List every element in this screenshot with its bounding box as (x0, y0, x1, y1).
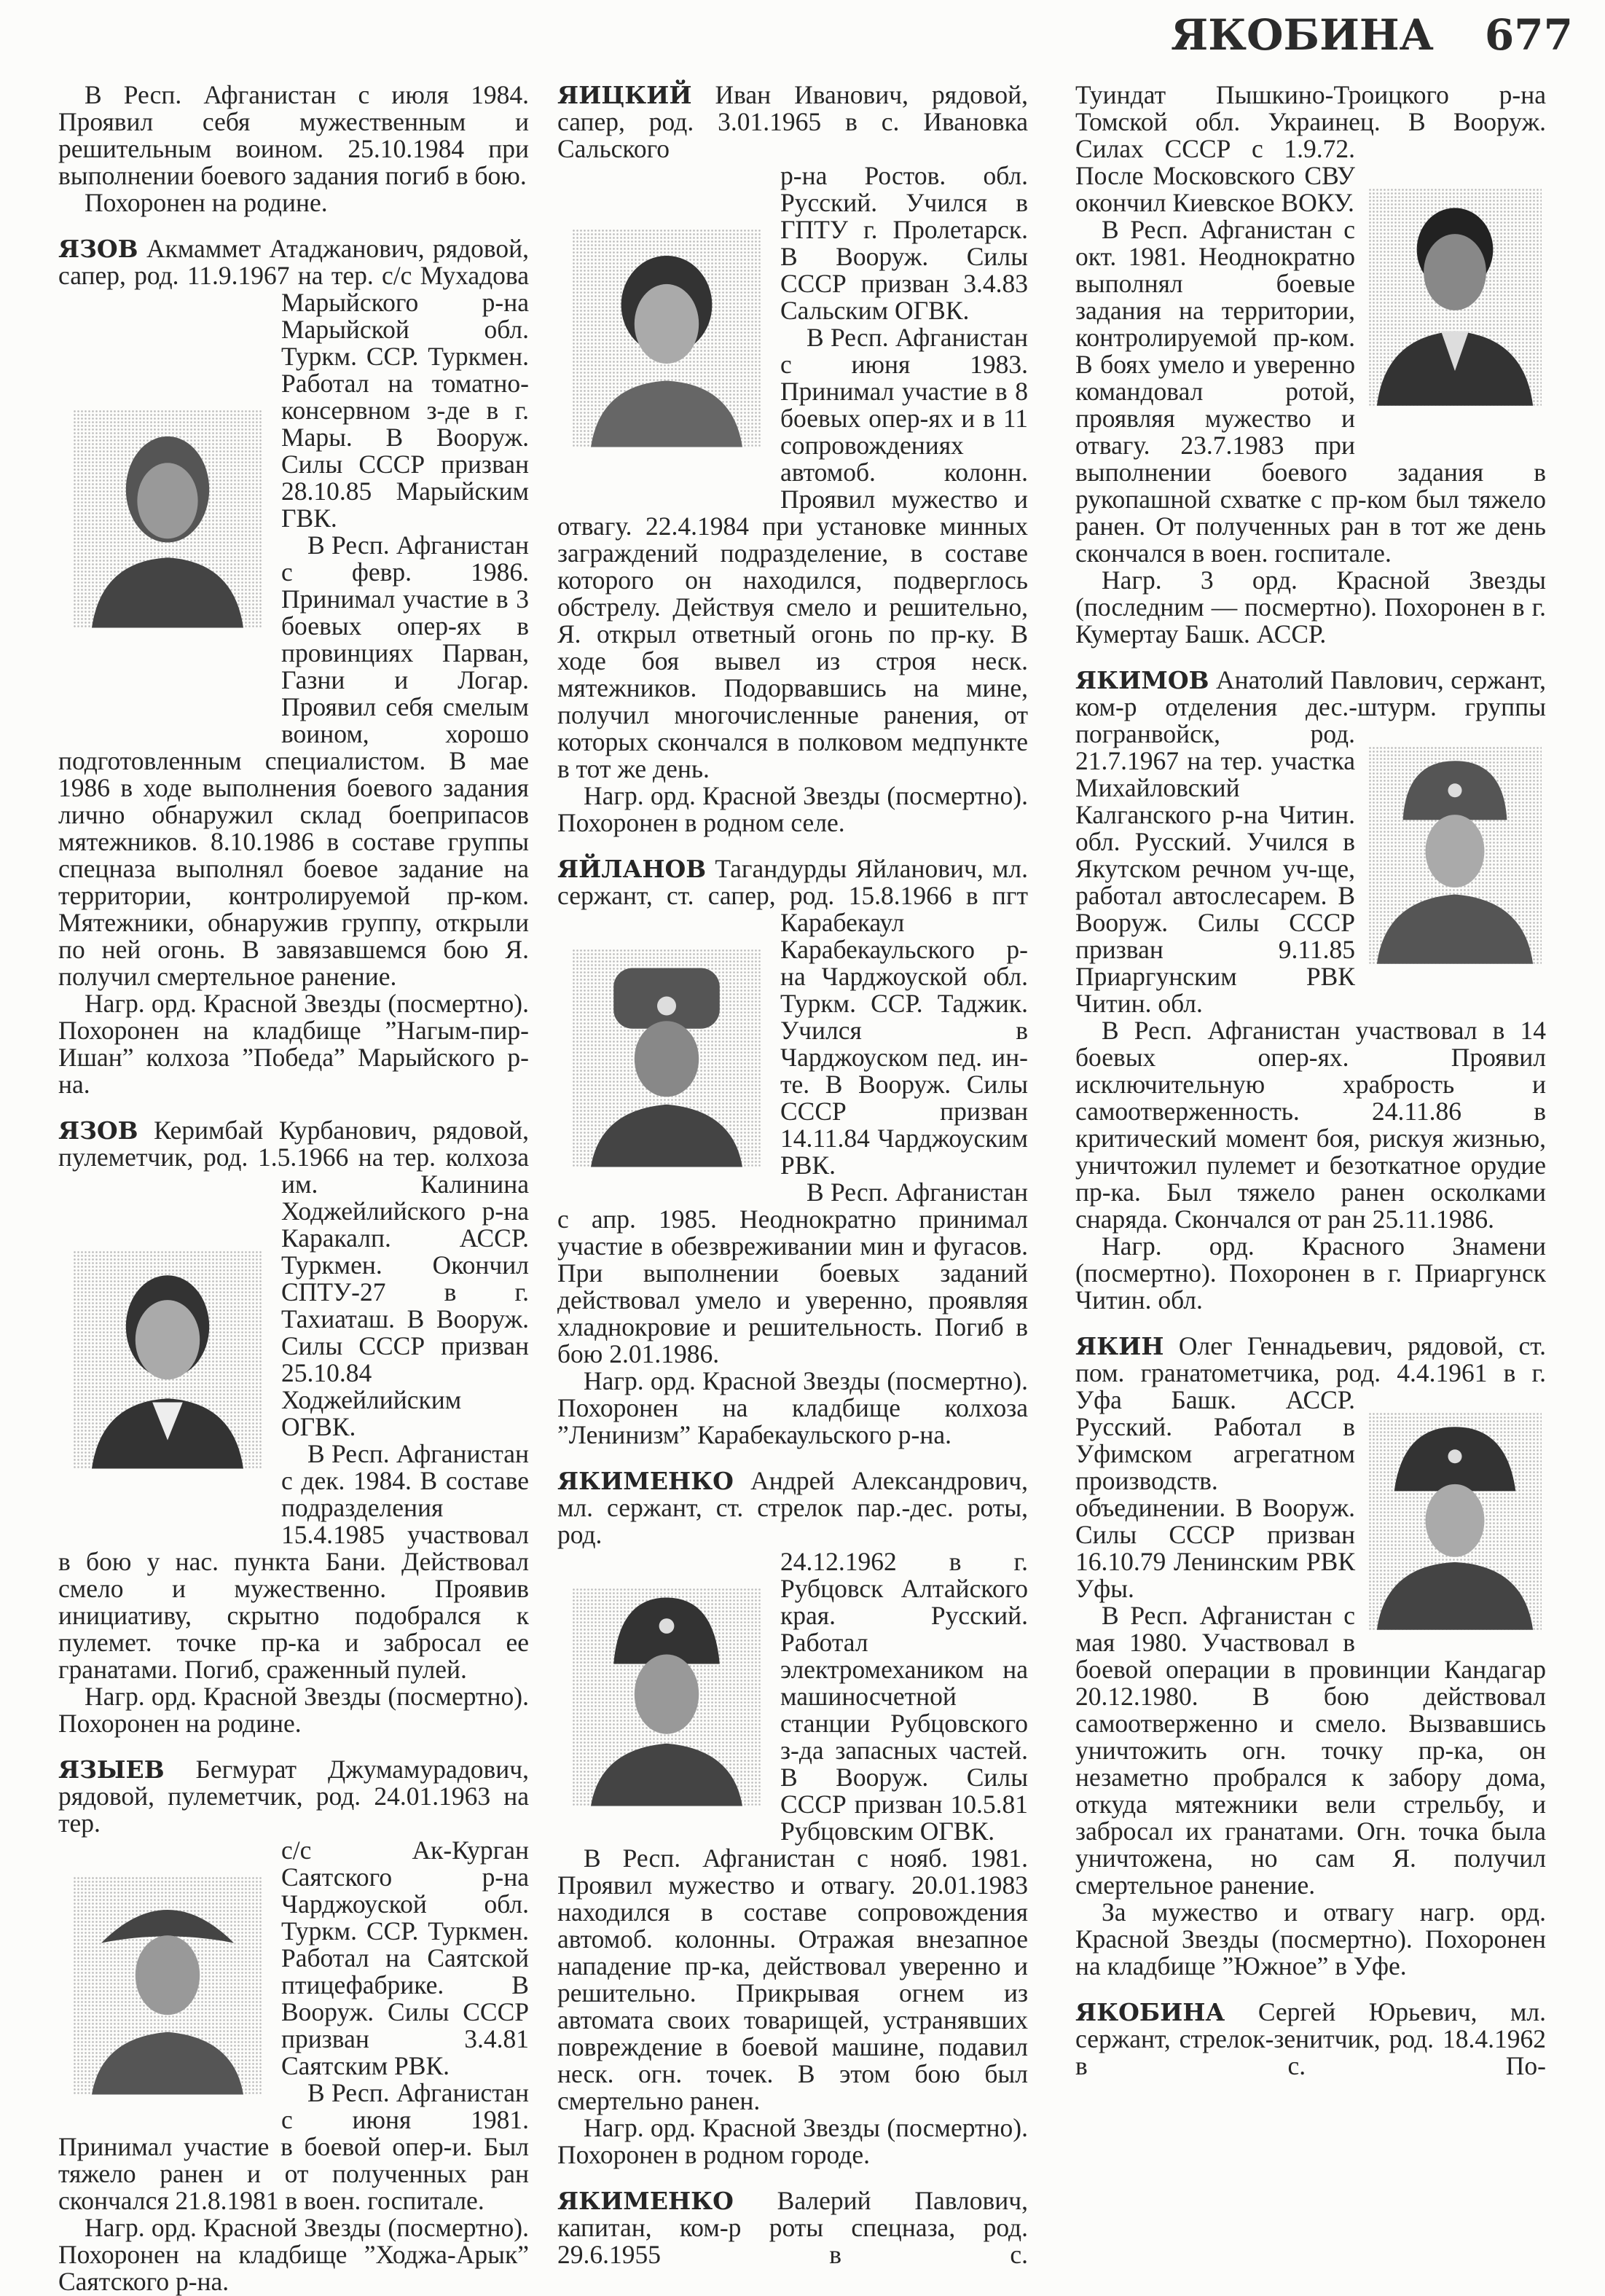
portrait-photo (557, 1548, 776, 1845)
entry-surname: ЯКИМЕНКО (557, 1467, 734, 1495)
portrait-photo (1364, 136, 1546, 459)
entry-yakobina (1075, 1999, 1546, 2080)
entry-continuation (1075, 82, 1546, 648)
entry-paragraph: В Респ. Афганистан с дек. 1984. В составе подразделения 15.4.1985 участвовал в бою у нас. пункта Бани. Действовал смело и мужественно. Проявив инициативу, скрытно подобрался к пулемет. точке пр-ка и забросал ее гранатами. Погиб, сраженный пулей. (58, 1439, 529, 1684)
entry-yakimov (1075, 667, 1546, 1314)
entry-intro: Бегмурат Джумамурадович, рядовой, пулеметчик, род. 24.01.1963 на тер. (58, 1755, 529, 1838)
running-header (1171, 10, 1573, 60)
entry-paragraph: Марыйского р-на Марыйской обл. Туркм. ССР. Туркмен. Работал на томатно-консервном з-де в г. Мары. В Вооруж. Силы СССР призван 28.10.85 Марыйским ГВК. (281, 288, 529, 533)
entry-surname: ЯКОБИНА (1075, 1998, 1225, 2026)
entry-paragraph: Карабекаул Карабекаульского р-на Чарджоуской обл. Туркм. ССР. Таджик. Учился в Чарджоуском пед. ин-те. В Вооруж. Силы СССР призван 14.11.84 Чарджоуским РВК. (780, 908, 1028, 1180)
entry-yakin (1075, 1333, 1546, 1980)
portrait-image (1368, 188, 1542, 407)
entry-intro: Валерий Павлович, капитан, ком-р роты спецназа, род. 29.6.1955 в с. (557, 2186, 1029, 2269)
column-3 (1075, 82, 1546, 2080)
portrait-photo (58, 1171, 277, 1548)
portrait-image (572, 229, 761, 447)
entry-paragraph: Нагр. орд. Красной Звезды (посмертно). Похоронен на родине. (58, 1682, 529, 1738)
entry-paragraph: погранвойск, род. 21.7.1967 на тер. участка Михайловский Калганского р-на Читин. обл. Русский. Учился в Якутском речном уч-ще, работал автослесарем. В Вооруж. Силы СССР призван 9.11.85 Приаргунским РВК Читин. обл. (1075, 719, 1355, 1018)
entry-paragraph: им. Калинина Ходжейлийского р-на Каракалп. АССР. Туркмен. Окончил СПТУ-27 в г. Тахиаташ. В Вооруж. Силы СССР призван 25.10.84 Ходжейлийским ОГВК. (281, 1169, 529, 1441)
entry-paragraph: 24.12.1962 в г. Рубцовск Алтайского края. Русский. Работал электромехаником на машиносчетной станции Рубцовского з-да запасных частей. В Вооруж. Силы СССР призван 10.5.81 Рубцовским ОГВК. (780, 1547, 1028, 1846)
entry-paragraph: Нагр. орд. Красного Знамени (посмертно). Похоронен в г. Приаргунск Читин. обл. (1075, 1231, 1546, 1314)
portrait-photo (1364, 1387, 1546, 1656)
entry-yazov-akmammet (58, 235, 529, 1098)
entry-paragraph: Туиндат Пышкино-Троицкого р-на Томской обл. Украинец. В Вооруж. (1075, 80, 1546, 136)
entry-intro: Акмаммет Атаджанович, рядовой, сапер, род. 11.9.1967 на тер. с/с Мухадова (58, 234, 529, 290)
portrait-image (73, 1250, 262, 1469)
entry-yazyev (58, 1756, 529, 2295)
entry-intro: Сергей Юрьевич, мл. сержант, стрелок-зенитчик, род. 18.4.1962 в с. По- (1075, 1997, 1546, 2080)
portrait-photo (557, 909, 776, 1206)
entry-yaylanov (557, 855, 1028, 1449)
entry-intro: Олег Геннадьевич, рядовой, ст. пом. гранатометчика, род. 4.4.1961 в г. (1075, 1331, 1546, 1387)
entry-surname: ЯЗЫЕВ (58, 1755, 165, 1784)
page-number: 677 (1484, 10, 1573, 60)
entry-paragraph: с/с Ак-Курган Саятского р-на Чарджоуской обл. Туркм. ССР. Туркмен. Работал на Саятской птицефабрике. В Вооруж. Силы СССР призван 3.4.81 Саятским РВК. (281, 1835, 529, 2080)
portrait-image (1368, 746, 1542, 965)
entry-paragraph: Нагр. орд. Красной Звезды (посмертно). Похоронен в родном селе. (557, 781, 1028, 837)
entry-surname: ЯЗОВ (58, 235, 138, 263)
entry-surname: ЯЗОВ (58, 1116, 138, 1145)
entry-paragraph: В Респ. Афганистан с июня 1981. Принимал участие в боевой опер-и. Был тяжело ранен и от полученных ран скончался 21.8.1981 в воен. госпитале. (58, 2078, 529, 2215)
entry-intro: Анатолий Павлович, сержант, ком-р отделения дес.-штурм. группы (1075, 665, 1546, 721)
entry-paragraph: Нагр. орд. Красной Звезды (посмертно). Похоронен в родном городе. (557, 2113, 1028, 2169)
header-title: ЯКОБИНА (1171, 10, 1434, 60)
entry-surname: ЯКИМОВ (1075, 666, 1209, 694)
portrait-photo (1364, 721, 1546, 990)
entry-yazov-kerimbay (58, 1117, 529, 1737)
entry-paragraph: В Респ. Афганистан с июля 1984. Проявил себя мужественным и решительным воином. 25.10.1984 при выполнении боевого задания погиб в бою. (58, 80, 529, 190)
entry-paragraph: Уфа Башк. АССР. Русский. Работал в Уфимском агрегатном производств. объединении. В Вооруж. Силы СССР призван 16.10.79 Ленинским РВК Уфы. (1075, 1385, 1355, 1603)
portrait-image (73, 1876, 262, 2095)
entry-yakimenko-valeriy (557, 2187, 1028, 2268)
portrait-image (73, 410, 262, 628)
entry-paragraph: р-на Ростов. обл. Русский. Учился в ГПТУ г. Пролетарск. В Вооруж. Силы СССР призван 3.4.83 Сальским ОГВК. (780, 161, 1028, 325)
column-1 (58, 82, 529, 2295)
entry-paragraph: В Респ. Афганистан с мая 1980. Участвовал в боевой операции в провинции Кандагар 20.12.1980. В бою действовал самоотверженно и смело. Вызвавшись уничтожить огн. точку пр-ка, он незаметно пробрался к забору дома, откуда мятежники вели стрельбу, и забросал их гранатами. Огн. точка была уничтожена, но сам Я. получил смертельное ранение. (1075, 1601, 1546, 1900)
entry-intro: Иван Иванович, рядовой, сапер, род. 3.01.1965 в с. Ивановка Сальского (557, 80, 1028, 163)
entry-yakimenko-andrey (557, 1468, 1028, 2168)
entry-paragraph: В Респ. Афганистан с апр. 1985. Неоднократно принимал участие в обезвреживании мин и фугасов. При выполнении боевых заданий действовал умело и уверенно, проявляя хладнокровие и решительность. Погиб в бою 2.01.1986. (557, 1178, 1028, 1368)
entry-surname: ЯИЦКИЙ (557, 81, 692, 109)
column-2 (557, 82, 1028, 2268)
entry-paragraph: В Респ. Афганистан с июня 1983. Принимал участие в 8 боевых опер-ях и в 11 сопровождениях автомоб. колонн. Проявил мужество и отвагу. 22.4.1984 при установке минных заграждений подразделение, в составе которого он находился, подверглось обстрелу. Действуя смело и решительно, Я. открыл ответный огонь по пр-ку. В ходе боя вывел из строя неск. мятежников. Подорвавшись на мине, получил многочисленные ранения, от которых скончался в полковом медпункте в тот же день. (557, 323, 1028, 783)
entry-paragraph: В Респ. Афганистан с нояб. 1981. Проявил мужество и отвагу. 20.01.1983 находился в составе сопровождения автомоб. колонны. Отражая внезапное нападение пр-ка, действовал уверенно и решительно. Прикрывая огнем из автомата своих товарищей, устранявших повреждение в боевой машине, подавил неск. огн. точек. В этом бою был смертельно ранен. (557, 1844, 1028, 2115)
portrait-photo (58, 289, 277, 748)
entry-intro: Тагандурды Яйланович, мл. сержант, ст. сапер, род. 15.8.1966 в пгт (557, 854, 1028, 910)
entry-paragraph: Нагр. орд. Красной Звезды (посмертно). Похоронен на кладбище ”Ходжа-Арык” Саятского р-на. (58, 2213, 529, 2296)
entry-paragraph: Силах СССР с 1.9.72. После Московского СВУ окончил Киевское ВОКУ. (1075, 134, 1355, 217)
entry-surname: ЯКИН (1075, 1332, 1164, 1360)
entry-paragraph: Нагр. орд. Красной Звезды (посмертно). Похоронен на кладбище колхоза ”Ленинизм” Карабекаульского р-на. (557, 1366, 1028, 1449)
entry-intro: Андрей Александрович, мл. сержант, ст. стрелок пар.-дес. роты, род. (557, 1466, 1029, 1549)
portrait-image (1368, 1412, 1542, 1631)
entry-paragraph: Нагр. орд. Красной Звезды (посмертно). Похоронен на кладбище ”Нагым-пир-Ишан” колхоза ”Победа” Марыйского р-на. (58, 989, 529, 1099)
entry-paragraph: За мужество и отвагу нагр. орд. Красной Звезды (посмертно). Похоронен на кладбище ”Южное” в Уфе. (1075, 1897, 1546, 1980)
entry-paragraph: В Респ. Афганистан с февр. 1986. Принимал участие в 3 боевых опер-ях в провинциях Парван, Газни и Логар. Проявил себя смелым воином, хорошо подготовленным специалистом. В мае 1986 в ходе выполнения боевого задания лично обнаружил склад боеприпасов мятежников. 8.10.1986 в составе группы спецназа выполнял боевое задание на территории, контролируемой пр-ком. Мятежники, обнаружив группу, открыли по ней огонь. В завязавшемся бою Я. получил смертельное ранение. (58, 530, 529, 991)
portrait-image (572, 949, 761, 1167)
entry-yaitskiy (557, 82, 1028, 836)
portrait-photo (557, 162, 776, 513)
entry-paragraph: В Респ. Афганистан участвовал в 14 боевых опер-ях. Проявил исключительную храбрость и самоотверженность. 24.11.86 в критический момент боя, рискуя жизнью, уничтожил пулемет и безоткатное орудие пр-ка. Был тяжело ранен осколками снаряда. Скончался от ран 25.11.1986. (1075, 1016, 1546, 1234)
entry-paragraph: В Респ. Афганистан с окт. 1981. Неоднократно выполнял боевые задания на территории, контролируемой пр-ком. В боях умело и уверенно командовал ротой, проявляя мужество и отвагу. 23.7.1983 при выполнении боевого задания в рукопашной схватке с пр-ком был тяжело ранен. От полученных ран в тот же день скончался в воен. госпитале. (1075, 215, 1546, 568)
entry-surname: ЯЙЛАНОВ (557, 855, 707, 883)
entry-paragraph: Похоронен на родине. (85, 188, 328, 217)
entry-paragraph: Нагр. 3 орд. Красной Звезды (последним — посмертно). Похоронен в г. Кумертау Башк. АССР. (1075, 565, 1546, 649)
portrait-photo (58, 1837, 277, 2134)
entry-continuation (58, 82, 529, 216)
entry-surname: ЯКИМЕНКО (557, 2187, 734, 2215)
portrait-image (572, 1588, 761, 1806)
entry-intro: Керимбай Курбанович, рядовой, пулеметчик, род. 1.5.1966 на тер. колхоза (58, 1116, 529, 1172)
